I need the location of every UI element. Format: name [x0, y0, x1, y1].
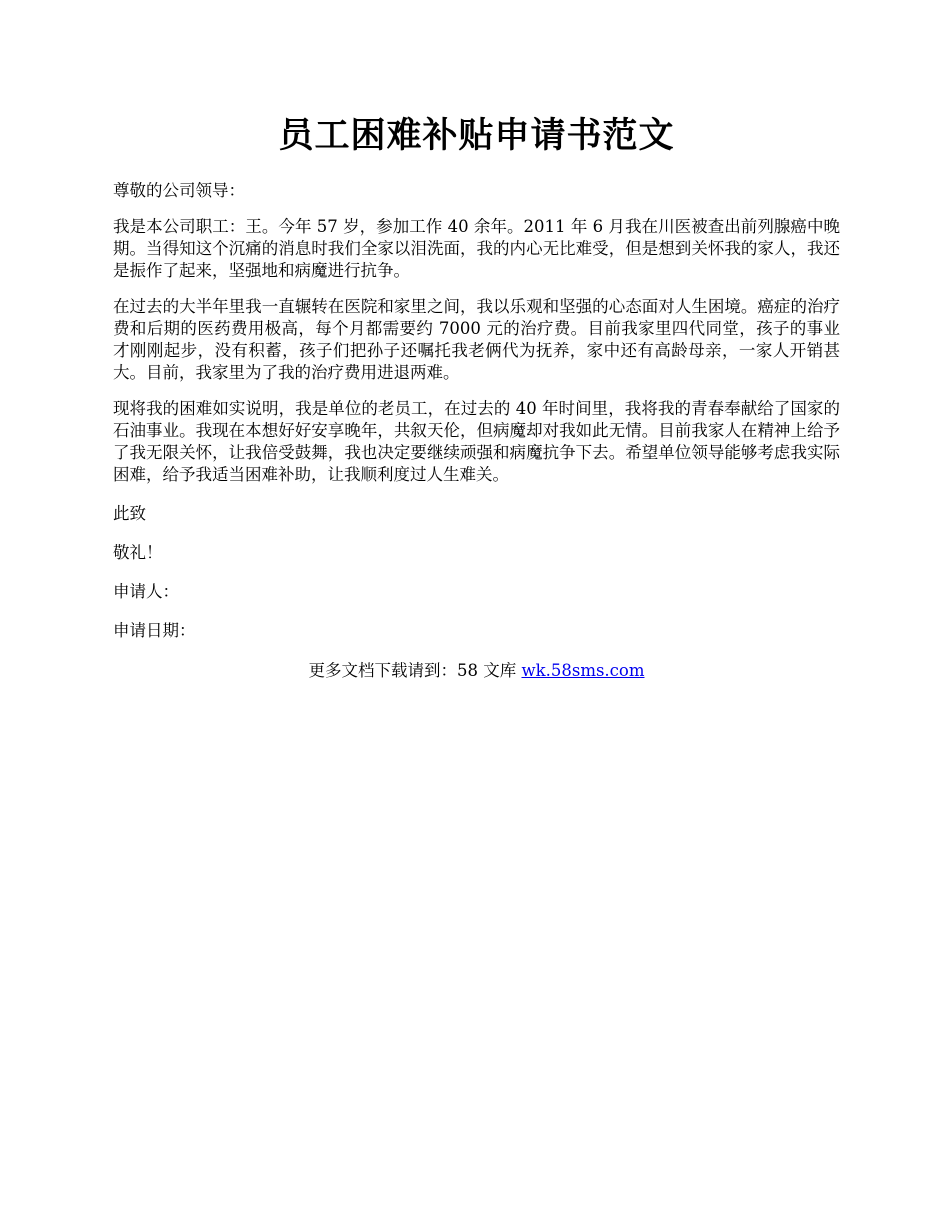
- closing-line-1: 此致: [113, 504, 146, 523]
- body-paragraph-2: 在过去的大半年里我一直辗转在医院和家里之间，我以乐观和坚强的心态面对人生困境。癌症的治疗费和后期的医药费用极高，每个月都需要约 7000 元的治疗费。目前我家里四代同堂，孩子的事业才刚刚起步，没有积蓄，孩子们把孙子还嘱托我老俩代为抚养，家中还有高龄母亲，一家人开销甚大。目前，我家里为了我的治疗费用进退两难。: [113, 297, 840, 382]
- document-title: 员工困难补贴申请书范文: [278, 115, 675, 156]
- document-page: [113, 112, 840, 682]
- applicant-label: 申请人：: [113, 582, 179, 601]
- closing-line-2: 敬礼！: [113, 543, 163, 562]
- salutation: 尊敬的公司领导：: [113, 181, 245, 200]
- body-paragraph-3: 现将我的困难如实说明，我是单位的老员工，在过去的 40 年时间里，我将我的青春奉献给了国家的石油事业。我现在本想好好安享晚年，共叙天伦，但病魔却对我如此无情。目前我家人在精神上给予了我无限关怀，让我倍受鼓舞，我也决定要继续顽强和病魔抗争下去。希望单位领导能够考虑我实际困难，给予我适当困难补助，让我顺利度过人生难关。: [113, 399, 840, 484]
- footer-text: 更多文档下载请到：58 文库: [308, 661, 522, 680]
- date-label: 申请日期：: [113, 621, 196, 640]
- footer-note: [113, 660, 840, 682]
- footer-link[interactable]: wk.58sms.com: [521, 661, 645, 680]
- body-paragraph-1: 我是本公司职工：王。今年 57 岁，参加工作 40 余年。2011 年 6 月我在川医被查出前列腺癌中晚期。当得知这个沉痛的消息时我们全家以泪洗面，我的内心无比难受，但是想到关怀我的家人，我还是振作了起来，坚强地和病魔进行抗争。: [113, 217, 840, 280]
